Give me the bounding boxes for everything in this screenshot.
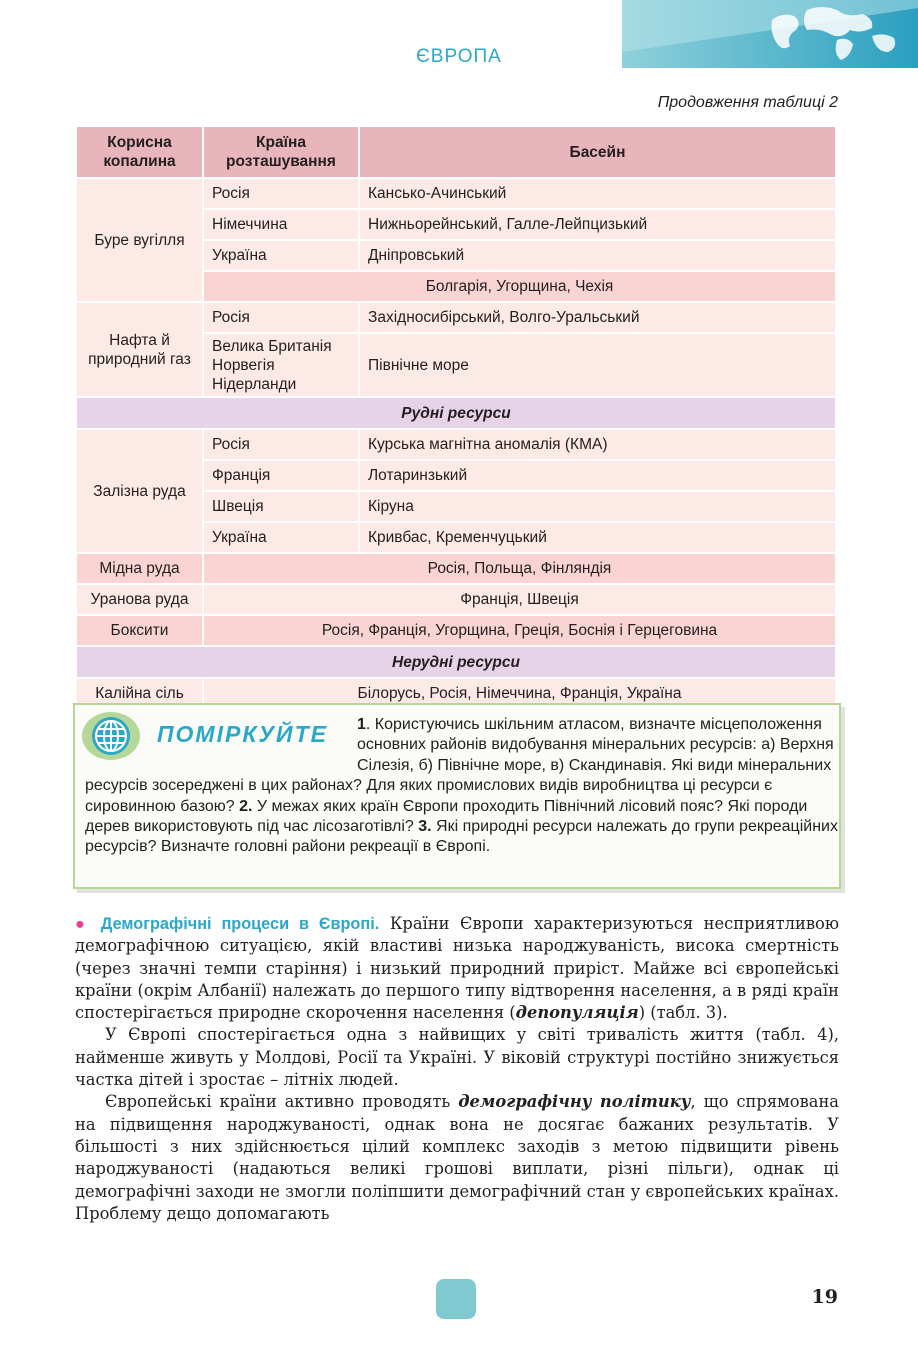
question-text: Які природні ресурси належать до групи рекреаційних ресурсів? Визначте головні райони рекреації в Європі. — [85, 818, 838, 856]
country-cell: Україна — [203, 240, 359, 271]
table-row — [76, 302, 836, 333]
category-row — [76, 397, 836, 429]
mineral-cell: Уранова руда — [76, 584, 203, 615]
category-row — [76, 646, 836, 678]
paragraph-text: Країни Європи характеризуються несприятливою демографічною ситуацією, якій властиві низька народжуваність, висока смертність (через значні темпи старіння) і низький природний приріст. Майже всі європейські країни (окрім Албанії) належать до першого типу відтворення населення, а в ряді країн спостерігається природне скорочення населення ( — [75, 914, 840, 1023]
basin-cell: Кіруна — [359, 491, 836, 522]
span-cell: Білорусь, Росія, Німеччина, Франція, Україна — [203, 678, 836, 709]
category-nonore-resources: Нерудні ресурси — [76, 646, 836, 678]
country-cell: Україна — [203, 522, 359, 553]
table-continuation-caption: Продовження таблиці 2 — [657, 94, 838, 111]
mineral-cell: Боксити — [76, 615, 203, 646]
basin-cell: Західносибірський, Волго-Уральський — [359, 302, 836, 333]
table-row — [76, 429, 836, 460]
section-title: ЄВРОПА — [416, 46, 502, 67]
table-header-row — [76, 126, 836, 178]
table-row — [76, 615, 836, 646]
bullet-icon: ● — [75, 915, 91, 933]
think-questions — [85, 715, 839, 858]
basin-cell: Кансько-Ачинський — [359, 178, 836, 209]
col-header-country: Країна розташування — [203, 126, 359, 178]
basin-cell: Кривбас, Кременчуцький — [359, 522, 836, 553]
basin-cell: Північне море — [359, 333, 836, 397]
table-row — [76, 553, 836, 584]
col-header-mineral: Корисна копалина — [76, 126, 203, 178]
think-box — [73, 703, 841, 889]
mineral-cell: Нафта й природний газ — [76, 302, 203, 397]
span-cell: Франція, Швеція — [203, 584, 836, 615]
table-row — [76, 178, 836, 209]
col-header-basin: Басейн — [359, 126, 836, 178]
country-cell: Росія — [203, 429, 359, 460]
basin-cell: Нижньорейнський, Галле-Лейпцизький — [359, 209, 836, 240]
span-cell: Росія, Польща, Фінляндія — [203, 553, 836, 584]
page-number: 19 — [811, 1286, 838, 1308]
country-cell: Німеччина — [203, 209, 359, 240]
question-text: У межах яких країн Європи проходить Північний лісовий пояс? Які породи дерев використовують під час лісозаготівлі? — [85, 797, 808, 836]
main-text — [75, 913, 839, 1225]
paragraph-text: , що спрямована на підвищення народжуваності, однак вона не досягає бажаних результатів. У більшості з них здійснюється цілий комплекс заходів з метою підвищити рівень народжуваності (надаються великі грошові виплати, різні пільги), однак ці демографічні заходи не змогли поліпшити демографічний стан у європейських країнах. Проблему дещо допомагають — [75, 1092, 839, 1223]
question-number: 2. — [239, 797, 253, 815]
paragraph: У Європі спостерігається одна з найвищих у світі тривалість життя (табл. 4), найменше живуть у Молдові, Росії та Україні. У віковій структурі постійно знижується частка дітей і зростає – літніх людей. — [75, 1025, 839, 1090]
mineral-cell: Залізна руда — [76, 429, 203, 553]
mineral-cell: Буре вугілля — [76, 178, 203, 302]
mineral-resources-table — [75, 125, 837, 710]
span-cell: Болгарія, Угорщина, Чехія — [203, 271, 836, 302]
span-cell: Росія, Франція, Угорщина, Греція, Боснія і Герцеговина — [203, 615, 836, 646]
country-cell: Росія — [203, 178, 359, 209]
question-number: 1 — [357, 716, 366, 733]
basin-cell: Курська магнітна аномалія (КМА) — [359, 429, 836, 460]
paragraph — [75, 1091, 839, 1225]
country-cell: Франція — [203, 460, 359, 491]
table-row — [76, 584, 836, 615]
category-ore-resources: Рудні ресурси — [76, 397, 836, 429]
country-cell: Швеція — [203, 491, 359, 522]
question-text: . Користуючись шкільним атласом, визначте місцеположення основних районів видобування мінеральних ресурсів: а) Верхня Сілезія, б) Північне море, в) Скандинавія. Які види мінеральних ресурсів зосереджені в цих районах? Для яких промислових видів виробництва ці ресурси є сировинною базою? — [85, 716, 834, 815]
paragraph-text: Європейські країни активно проводять — [105, 1092, 459, 1112]
paragraph — [75, 913, 839, 1024]
term-emphasis: депопуляція — [515, 1003, 639, 1023]
basin-cell: Дніпровський — [359, 240, 836, 271]
mineral-cell: Калійна сіль — [76, 678, 203, 709]
think-label: ПОМІРКУЙТЕ — [157, 721, 328, 747]
basin-cell: Лотаринзький — [359, 460, 836, 491]
mineral-cell: Мідна руда — [76, 553, 203, 584]
country-cell: Велика Британія Норвегія Нідерланди — [203, 333, 359, 397]
paragraph-text: ) (табл. 3). — [638, 1003, 728, 1023]
section-headline: Демографічні процеси в Європі. — [100, 915, 380, 933]
term-emphasis: демографічну політику — [458, 1092, 691, 1112]
page-tab-marker — [436, 1279, 476, 1319]
question-number: 3. — [418, 818, 432, 836]
country-cell: Росія — [203, 302, 359, 333]
